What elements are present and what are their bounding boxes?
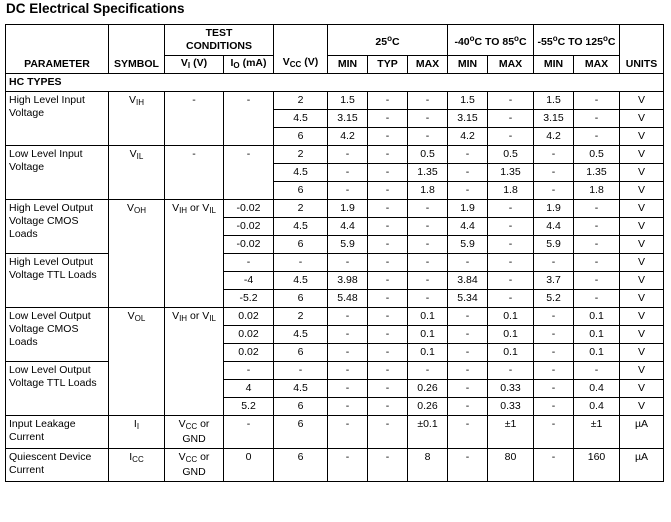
cell: -	[448, 308, 488, 326]
cell: -0.02	[224, 218, 274, 236]
cell: 4	[224, 380, 274, 398]
cell: -	[328, 308, 368, 326]
header-vcc: $V_{CC}$ (V)	[274, 25, 328, 74]
cell: -	[328, 146, 368, 164]
cell: V	[620, 308, 664, 326]
cell: 1.35	[488, 164, 534, 182]
cell: 5.2	[534, 290, 574, 308]
cell: -	[574, 272, 620, 290]
cell: -	[534, 449, 574, 482]
vi-ileak: $V_{CC}$ or GND	[165, 416, 224, 449]
cell: 6	[274, 344, 328, 362]
cell: 4.5	[274, 272, 328, 290]
cell: 80	[488, 449, 534, 482]
table-row	[6, 416, 664, 449]
cell: -	[534, 326, 574, 344]
cell: -	[368, 254, 408, 272]
cell: 0.1	[488, 344, 534, 362]
page-title: DC Electrical Specifications	[6, 1, 185, 16]
cell: -	[408, 272, 448, 290]
cell: -	[328, 326, 368, 344]
cell: -	[488, 254, 534, 272]
cell: 2	[274, 146, 328, 164]
table-row	[6, 308, 664, 326]
cell: 5.9	[534, 236, 574, 254]
cell: -	[448, 380, 488, 398]
cell: 1.5	[328, 92, 368, 110]
cell: V	[620, 182, 664, 200]
cell: -	[408, 362, 448, 380]
cell: 6	[274, 128, 328, 146]
cell: 4.5	[274, 110, 328, 128]
cell: -	[368, 362, 408, 380]
header-max-85: MAX	[488, 56, 534, 74]
cell: -	[328, 362, 368, 380]
cell: 6	[274, 449, 328, 482]
cell: -	[534, 416, 574, 449]
cell: -	[448, 164, 488, 182]
symbol-vol: $V_{OL}$	[109, 308, 165, 416]
cell: -	[448, 326, 488, 344]
cell: 1.9	[534, 200, 574, 218]
cell: -	[488, 128, 534, 146]
cell: 0.1	[574, 326, 620, 344]
cell: -	[488, 236, 534, 254]
cell: 6	[274, 182, 328, 200]
cell: V	[620, 110, 664, 128]
cell: -	[534, 398, 574, 416]
cell: V	[620, 218, 664, 236]
section-row	[6, 74, 664, 92]
header-55-125c: -55$^o$C TO 125$^o$C	[534, 25, 620, 56]
cell: 5.9	[448, 236, 488, 254]
cell: -	[448, 182, 488, 200]
cell: -	[224, 254, 274, 272]
cell: -	[224, 416, 274, 449]
cell: -	[488, 92, 534, 110]
section-hc-types: HC TYPES	[6, 74, 664, 92]
cell: 0.33	[488, 380, 534, 398]
cell: -	[534, 380, 574, 398]
cell: ±0.1	[408, 416, 448, 449]
cell: -	[574, 362, 620, 380]
cell: -	[328, 344, 368, 362]
param-voh-ttl: High Level Output Voltage TTL Loads	[6, 254, 109, 308]
cell: 0.1	[408, 308, 448, 326]
cell: V	[620, 128, 664, 146]
cell: -	[224, 146, 274, 200]
cell: 4.2	[448, 128, 488, 146]
cell: 0.1	[488, 326, 534, 344]
cell: -	[488, 290, 534, 308]
cell: -	[574, 236, 620, 254]
cell: -	[328, 164, 368, 182]
table-row	[6, 254, 664, 272]
cell: 1.8	[574, 182, 620, 200]
cell: -	[408, 236, 448, 254]
cell: -	[534, 308, 574, 326]
param-vol-cmos: Low Level Output Voltage CMOS Loads	[6, 308, 109, 362]
cell: -	[368, 110, 408, 128]
cell: 4.5	[274, 326, 328, 344]
cell: -	[368, 416, 408, 449]
cell: -	[368, 290, 408, 308]
table-row	[6, 362, 664, 380]
cell: -	[274, 362, 328, 380]
cell: V	[620, 200, 664, 218]
cell: -	[368, 398, 408, 416]
header-min-25: MIN	[328, 56, 368, 74]
cell: V	[620, 164, 664, 182]
cell: 0.1	[488, 308, 534, 326]
cell: -	[534, 146, 574, 164]
cell: -	[408, 128, 448, 146]
cell: -	[368, 326, 408, 344]
cell: V	[620, 362, 664, 380]
cell: 5.9	[328, 236, 368, 254]
cell: V	[620, 326, 664, 344]
cell: 0.02	[224, 308, 274, 326]
cell: -0.02	[224, 200, 274, 218]
cell: -5.2	[224, 290, 274, 308]
header-typ-25: TYP	[368, 56, 408, 74]
header-vi: $V_I$ (V)	[165, 56, 224, 74]
cell: -	[488, 200, 534, 218]
cell: 4.4	[448, 218, 488, 236]
cell: 0.4	[574, 398, 620, 416]
cell: -	[328, 398, 368, 416]
cell: -	[574, 254, 620, 272]
cell: V	[620, 344, 664, 362]
param-icc: Quiescent Device Current	[6, 449, 109, 482]
cell: -	[368, 380, 408, 398]
cell: µA	[620, 416, 664, 449]
cell: 160	[574, 449, 620, 482]
cell: 1.5	[534, 92, 574, 110]
header-max-125: MAX	[574, 56, 620, 74]
vi-vol: $V_{IH}$ or $V_{IL}$	[165, 308, 224, 416]
cell: -	[368, 164, 408, 182]
cell: 6	[274, 398, 328, 416]
cell: 0.1	[408, 344, 448, 362]
cell: 0.1	[574, 344, 620, 362]
cell: -	[534, 182, 574, 200]
cell: 5.48	[328, 290, 368, 308]
cell: 1.9	[448, 200, 488, 218]
cell: -	[448, 344, 488, 362]
cell: 5.2	[224, 398, 274, 416]
cell: 4.4	[328, 218, 368, 236]
cell: 1.8	[488, 182, 534, 200]
cell: -	[328, 254, 368, 272]
dc-spec-table	[5, 24, 664, 482]
cell: -	[368, 449, 408, 482]
cell: 4.4	[534, 218, 574, 236]
cell: 6	[274, 290, 328, 308]
cell: -0.02	[224, 236, 274, 254]
cell: -	[368, 128, 408, 146]
cell: 0	[224, 449, 274, 482]
cell: 3.15	[448, 110, 488, 128]
cell: 0.5	[408, 146, 448, 164]
cell: 0.1	[574, 308, 620, 326]
cell: -	[408, 110, 448, 128]
cell: -	[574, 290, 620, 308]
cell: -	[488, 110, 534, 128]
cell: -	[408, 218, 448, 236]
symbol-icc: $I_{CC}$	[109, 449, 165, 482]
table-row	[6, 92, 664, 110]
cell: V	[620, 146, 664, 164]
cell: ±1	[574, 416, 620, 449]
cell: V	[620, 236, 664, 254]
cell: -	[328, 380, 368, 398]
param-vih: High Level Input Voltage	[6, 92, 109, 146]
cell: 0.02	[224, 326, 274, 344]
cell: -	[574, 110, 620, 128]
cell: -	[165, 146, 224, 200]
cell: 0.4	[574, 380, 620, 398]
cell: -	[274, 254, 328, 272]
cell: -	[408, 254, 448, 272]
cell: -	[448, 416, 488, 449]
cell: -	[448, 398, 488, 416]
cell: -4	[224, 272, 274, 290]
cell: -	[574, 92, 620, 110]
cell: 0.02	[224, 344, 274, 362]
cell: -	[408, 290, 448, 308]
cell: 6	[274, 236, 328, 254]
cell: -	[368, 92, 408, 110]
cell: -	[574, 200, 620, 218]
cell: 3.15	[328, 110, 368, 128]
cell: 4.5	[274, 218, 328, 236]
cell: µA	[620, 449, 664, 482]
cell: 6	[274, 416, 328, 449]
cell: -	[488, 362, 534, 380]
cell: 4.5	[274, 164, 328, 182]
table-row	[6, 200, 664, 218]
cell: -	[574, 218, 620, 236]
cell: 1.8	[408, 182, 448, 200]
cell: -	[488, 218, 534, 236]
cell: V	[620, 290, 664, 308]
header-min-125: MIN	[534, 56, 574, 74]
cell: 4.5	[274, 380, 328, 398]
cell: -	[368, 146, 408, 164]
cell: -	[448, 362, 488, 380]
table-row	[6, 146, 664, 164]
cell: -	[368, 272, 408, 290]
cell: -	[534, 362, 574, 380]
cell: 8	[408, 449, 448, 482]
cell: -	[574, 128, 620, 146]
cell: 1.35	[408, 164, 448, 182]
symbol-vih: $V_{IH}$	[109, 92, 165, 146]
cell: -	[534, 254, 574, 272]
cell: -	[368, 308, 408, 326]
header-max-25: MAX	[408, 56, 448, 74]
cell: 4.2	[328, 128, 368, 146]
cell: -	[368, 344, 408, 362]
cell: 0.33	[488, 398, 534, 416]
cell: 2	[274, 200, 328, 218]
cell: -	[328, 416, 368, 449]
cell: -	[488, 272, 534, 290]
cell: V	[620, 380, 664, 398]
cell: -	[368, 200, 408, 218]
cell: 3.15	[534, 110, 574, 128]
cell: 5.34	[448, 290, 488, 308]
cell: 1.5	[448, 92, 488, 110]
header-parameter: PARAMETER	[6, 25, 109, 74]
cell: 0.26	[408, 380, 448, 398]
symbol-vil: $V_{IL}$	[109, 146, 165, 200]
cell: V	[620, 272, 664, 290]
header-25c: 25$^o$C	[328, 25, 448, 56]
cell: 1.35	[574, 164, 620, 182]
symbol-ileak: $I_I$	[109, 416, 165, 449]
header-40-85c: -40$^o$C TO 85$^o$C	[448, 25, 534, 56]
cell: 1.9	[328, 200, 368, 218]
cell: -	[408, 200, 448, 218]
cell: -	[534, 164, 574, 182]
cell: -	[224, 92, 274, 146]
cell: 0.5	[488, 146, 534, 164]
cell: 3.84	[448, 272, 488, 290]
cell: 3.7	[534, 272, 574, 290]
header-symbol: SYMBOL	[109, 25, 165, 74]
vi-icc: $V_{CC}$ or GND	[165, 449, 224, 482]
cell: -	[224, 362, 274, 380]
cell: -	[534, 344, 574, 362]
cell: ±1	[488, 416, 534, 449]
cell: 0.1	[408, 326, 448, 344]
cell: 4.2	[534, 128, 574, 146]
header-io: $I_O$ (mA)	[224, 56, 274, 74]
cell: 2	[274, 92, 328, 110]
param-voh-cmos: High Level Output Voltage CMOS Loads	[6, 200, 109, 254]
cell: 0.26	[408, 398, 448, 416]
cell: V	[620, 254, 664, 272]
cell: -	[368, 236, 408, 254]
cell: -	[328, 449, 368, 482]
header-units: UNITS	[620, 25, 664, 74]
cell: 0.5	[574, 146, 620, 164]
header-min-85: MIN	[448, 56, 488, 74]
cell: -	[165, 92, 224, 146]
param-vil: Low Level Input Voltage	[6, 146, 109, 200]
cell: -	[368, 182, 408, 200]
vi-voh: $V_{IH}$ or $V_{IL}$	[165, 200, 224, 308]
cell: -	[448, 449, 488, 482]
symbol-voh: $V_{OH}$	[109, 200, 165, 308]
cell: -	[448, 146, 488, 164]
cell: -	[368, 218, 408, 236]
header-row-top	[6, 25, 664, 56]
table-row	[6, 449, 664, 482]
cell: -	[328, 182, 368, 200]
cell: 2	[274, 308, 328, 326]
cell: V	[620, 92, 664, 110]
cell: -	[408, 92, 448, 110]
param-vol-ttl: Low Level Output Voltage TTL Loads	[6, 362, 109, 416]
cell: 3.98	[328, 272, 368, 290]
cell: -	[448, 254, 488, 272]
header-test-conditions: TEST CONDITIONS	[165, 25, 274, 56]
cell: V	[620, 398, 664, 416]
param-ileak: Input Leakage Current	[6, 416, 109, 449]
